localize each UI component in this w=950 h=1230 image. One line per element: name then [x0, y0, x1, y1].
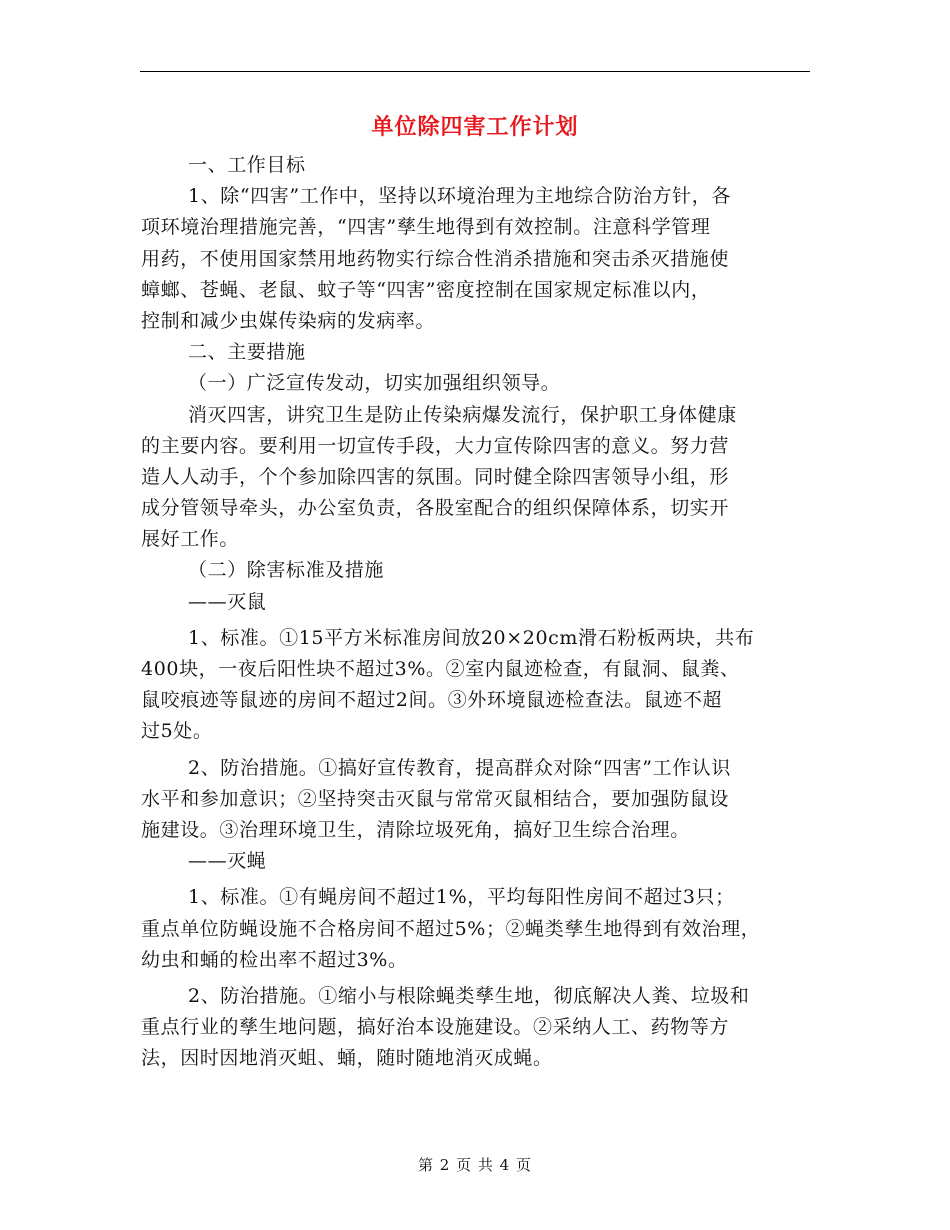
text-line: 1、除“四害”工作中，坚持以环境治理为主地综合防治方针，各 [188, 185, 731, 208]
text-line: 消灭四害，讲究卫生是防止传染病爆发流行，保护职工身体健康 [188, 403, 737, 426]
text-line: 一、工作目标 [188, 154, 306, 176]
text-line: 二、主要措施 [188, 341, 306, 364]
text-line: 幼虫和蛹的检出率不超过3%。 [141, 948, 408, 971]
text-line: 过5处。 [141, 720, 213, 743]
text-line: 重点行业的孳生地问题，搞好治本设施建设。②采纳人工、药物等方 [141, 1016, 730, 1039]
document-body [141, 150, 813, 1074]
text-line: 用药，不使用国家禁用地药物实行综合性消杀措施和突击杀灭措施使 [141, 247, 730, 270]
text-line: 水平和参加意识；②坚持突击灭鼠与常常灭鼠相结合，要加强防鼠设 [141, 787, 730, 810]
text-line: 项环境治理措施完善，“四害”孳生地得到有效控制。注意科学管理 [141, 216, 711, 239]
text-line: （一）广泛宣传发动，切实加强组织领导。 [188, 372, 561, 395]
text-line: 鼠咬痕迹等鼠迹的房间不超过2间。③外环境鼠迹检查法。鼠迹不超 [141, 689, 723, 712]
text-line: 成分管领导牵头，办公室负责，各股室配合的组织保障体系，切实开 [141, 497, 730, 520]
text-line: 控制和减少虫媒传染病的发病率。 [141, 309, 436, 332]
text-line: 1、标准。①15平方米标准房间放20×20cm滑石粉板两块，共布 [188, 626, 755, 649]
text-line: 400块，一夜后阳性块不超过3%。②室内鼠迹检查，有鼠洞、鼠粪、 [141, 658, 740, 680]
text-line: 2、防治措施。①搞好宣传教育，提高群众对除“四害”工作认识 [188, 756, 731, 779]
text-line: 2、防治措施。①缩小与根除蝇类孳生地，彻底解决人粪、垃圾和 [188, 984, 750, 1007]
text-line: （二）除害标准及措施 [188, 559, 385, 582]
text-line: ——灭蝇 [188, 850, 267, 873]
document-title: 单位除四害工作计划 [371, 115, 579, 140]
text-line: 蟑螂、苍蝇、老鼠、蚊子等“四害”密度控制在国家规定标准以内， [141, 278, 711, 301]
text-line: 的主要内容。要利用一切宣传手段，大力宣传除四害的意义。努力营 [141, 434, 730, 457]
text-line: 施建设。③治理环境卫生，清除垃圾死角，搞好卫生综合治理。 [141, 818, 690, 841]
text-line: 1、标准。①有蝇房间不超过1%，平均每阳性房间不超过3只； [188, 886, 735, 909]
text-line: 法，因时因地消灭蛆、蛹，随时随地消灭成蝇。 [141, 1047, 553, 1070]
page-footer: 第 2 页 共 4 页 [418, 1156, 532, 1174]
header-rule [140, 71, 810, 72]
text-line: 重点单位防蝇设施不合格房间不超过5%；②蝇类孳生地得到有效治理， [141, 917, 761, 940]
text-line: 展好工作。 [141, 528, 240, 551]
text-line: 造人人动手，个个参加除四害的氛围。同时健全除四害领导小组，形 [141, 465, 730, 488]
text-line: ——灭鼠 [188, 590, 267, 613]
